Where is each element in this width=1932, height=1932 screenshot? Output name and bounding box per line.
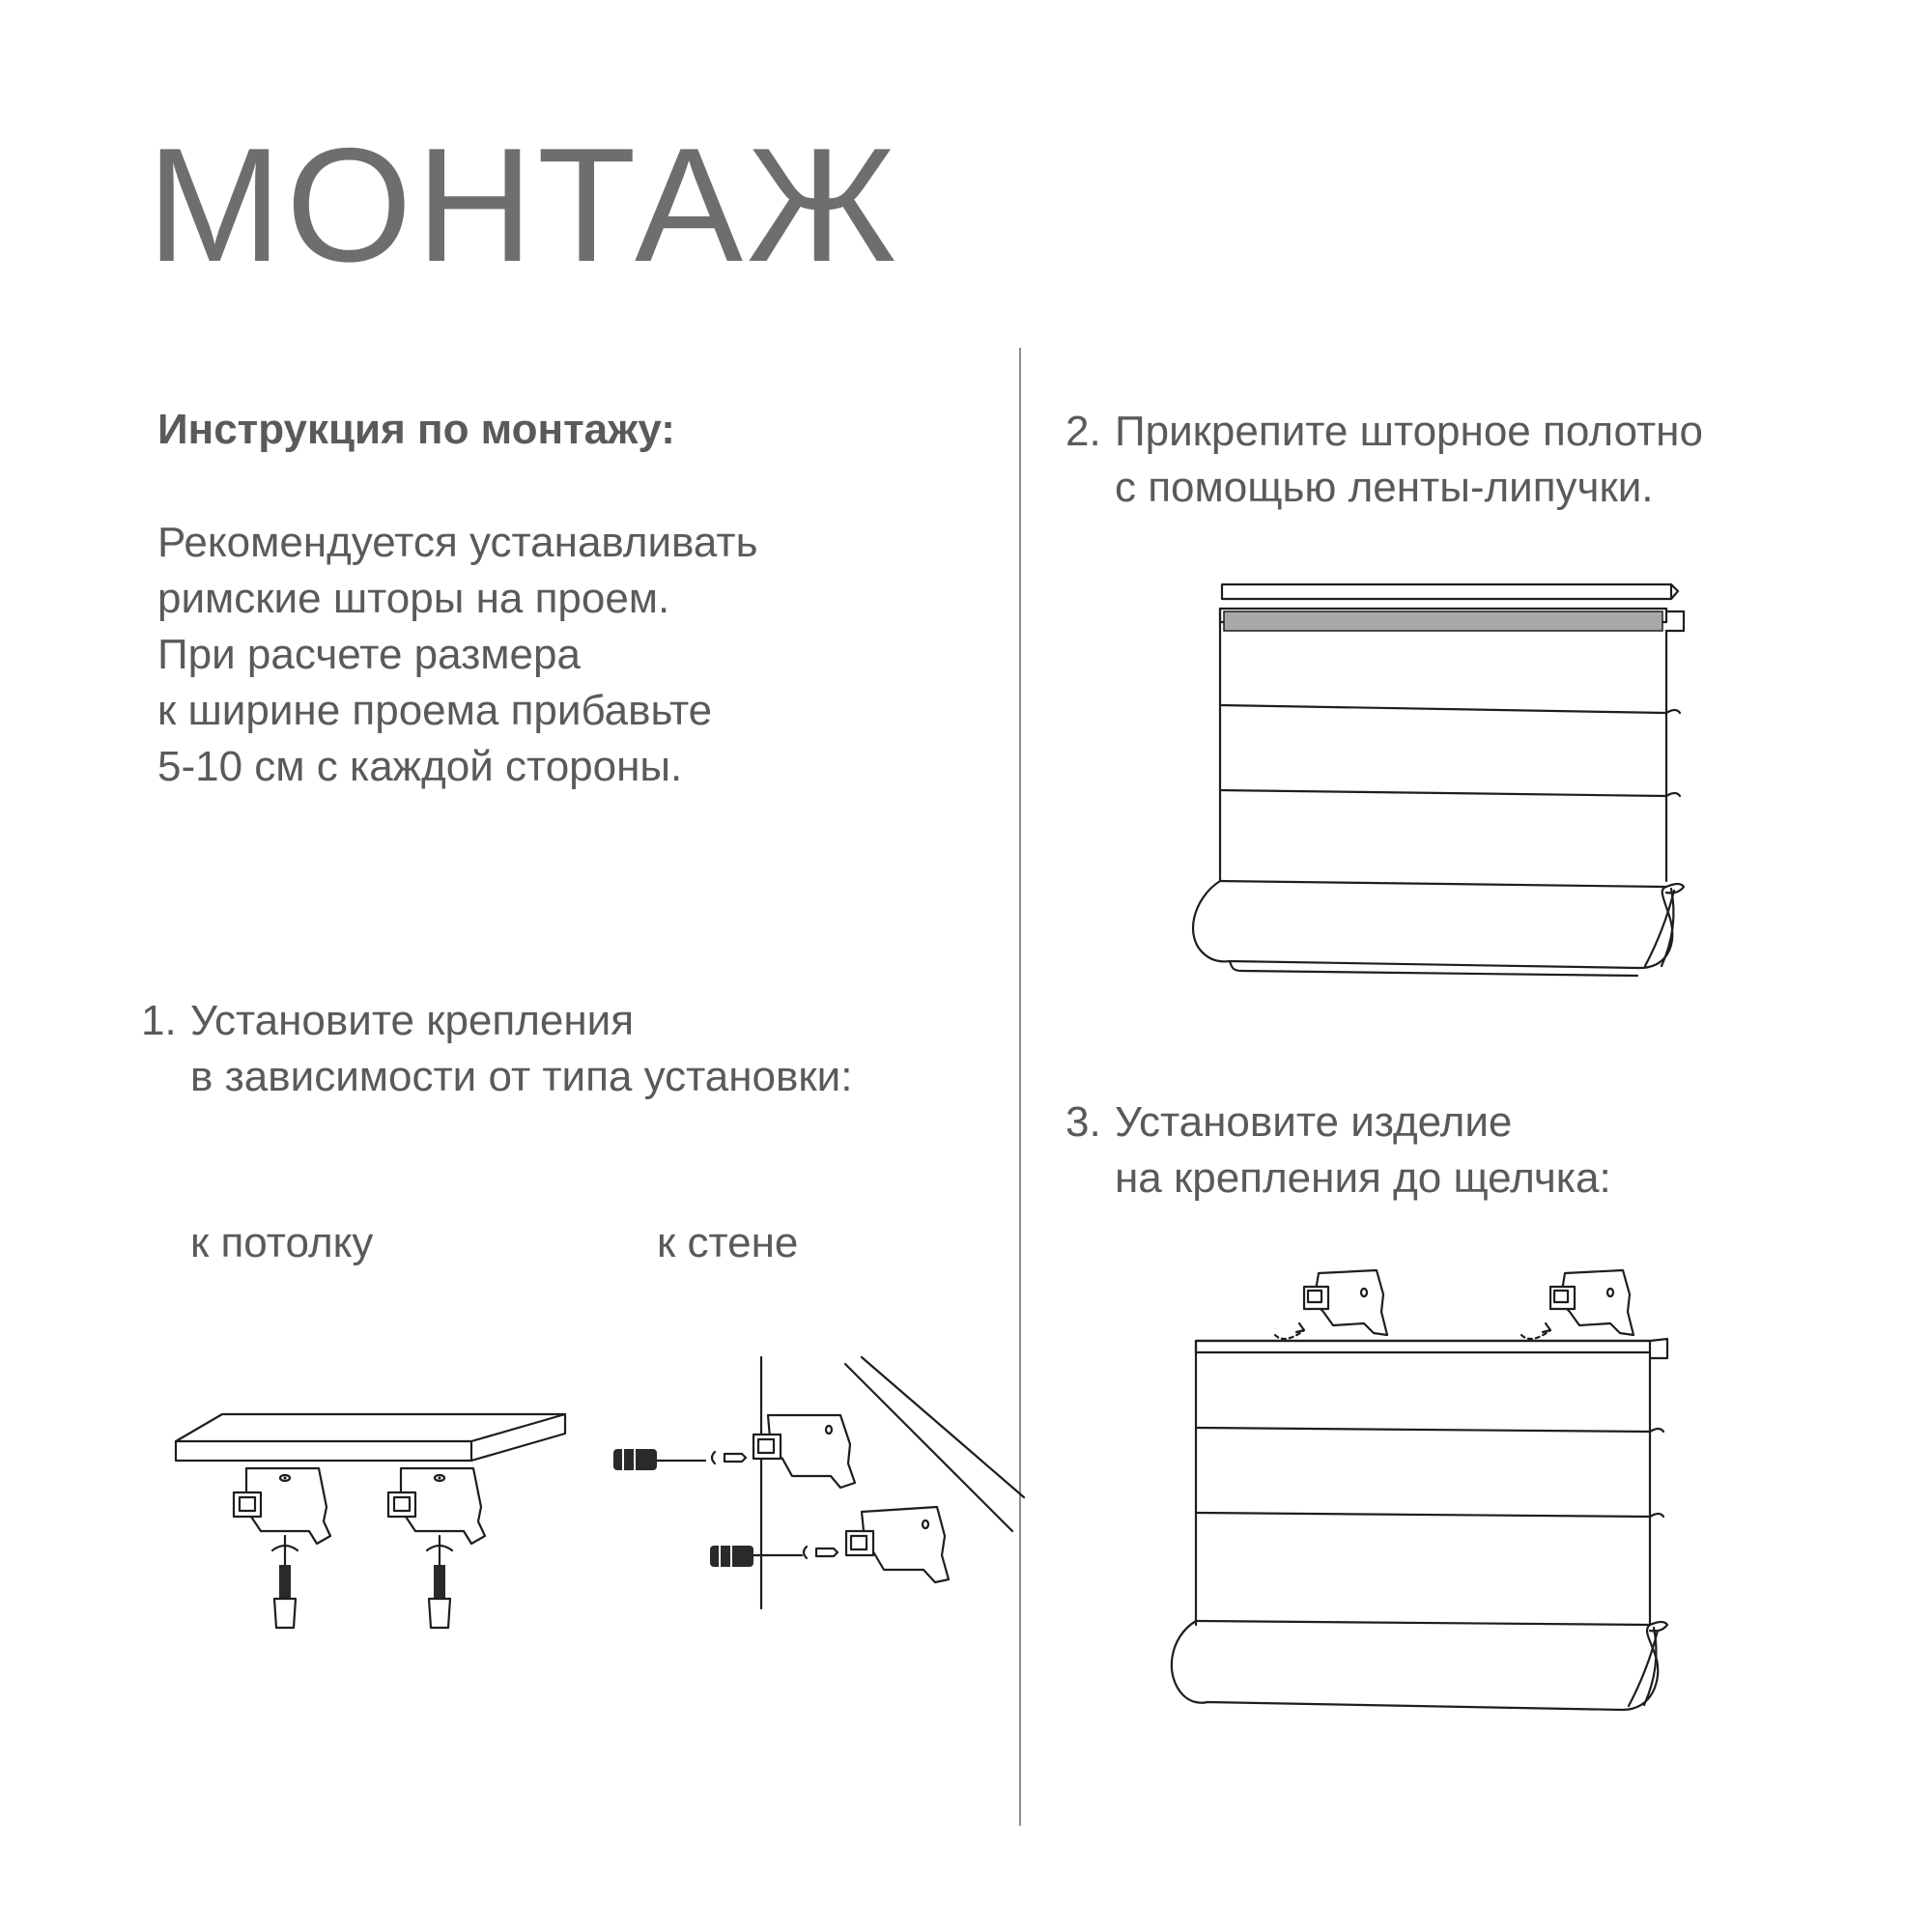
step-line: Установите изделие [1115,1098,1513,1146]
step-number: 1. [141,997,177,1044]
wall-bracket [753,1415,855,1488]
install-bracket [1275,1270,1387,1339]
wall-mount-icon [609,1352,1024,1613]
instruction-line: римские шторы на проем. [157,575,670,622]
step-line: в зависимости от типа установки: [190,1053,853,1100]
instruction-line: Рекомендуется устанавливать [157,519,758,566]
step-line: Установите крепления [190,997,635,1044]
step-3 [1065,1094,1916,1210]
ceiling-bracket [234,1468,330,1544]
step-1 [141,993,1010,1109]
install-bracket [1521,1270,1634,1339]
step-number: 3. [1065,1098,1101,1146]
instruction-line: При расчете размера [157,631,581,678]
install-curtain-icon [1159,1265,1700,1724]
instruction-heading: Инструкция по монтажу: [157,406,675,453]
instruction-text [157,515,758,795]
wall-mount-caption: к стене [657,1219,799,1266]
step-line: с помощью ленты-липучки. [1115,464,1654,511]
step-number: 2. [1065,408,1101,455]
step-2 [1065,404,1916,520]
instruction-line: 5-10 см с каждой стороны. [157,743,683,790]
ceiling-mount-icon [164,1401,589,1633]
wall-bracket [846,1507,949,1582]
ceiling-bracket [388,1468,485,1544]
instruction-line: к ширине проема прибавьте [157,687,713,734]
step-line: Прикрепите шторное полотно [1115,408,1703,455]
ceiling-mount-caption: к потолку [190,1219,374,1266]
velcro-curtain-icon [1183,580,1686,995]
page-title: МОНТАЖ [147,114,901,296]
step-line: на крепления до щелчка: [1115,1154,1611,1202]
